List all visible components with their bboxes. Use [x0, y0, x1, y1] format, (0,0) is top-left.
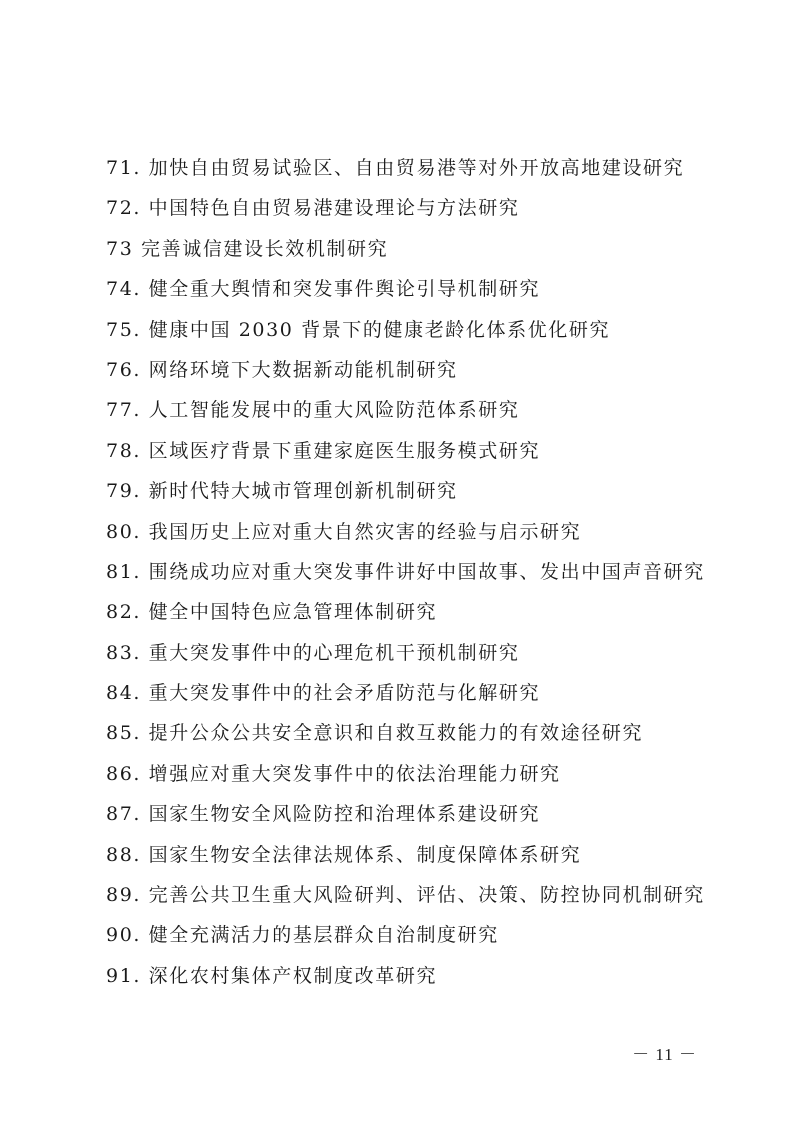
topic-item-74: 74. 健全重大舆情和突发事件舆论引导机制研究: [106, 278, 541, 301]
topic-item-86: 86. 增强应对重大突发事件中的依法治理能力研究: [106, 762, 561, 785]
topic-item-80: 80. 我国历史上应对重大自然灾害的经验与启示研究: [106, 520, 582, 543]
topic-item-73: 73 完善诚信建设长效机制研究: [106, 237, 389, 260]
page-number: － 11 －: [632, 1045, 697, 1064]
topic-item-91: 91. 深化农村集体产权制度改革研究: [106, 964, 438, 987]
topic-item-89: 89. 完善公共卫生重大风险研判、评估、决策、防控协同机制研究: [106, 884, 705, 907]
topic-item-72: 72. 中国特色自由贸易港建设理论与方法研究: [106, 197, 520, 220]
topic-item-79: 79. 新时代特大城市管理创新机制研究: [106, 480, 458, 503]
topic-item-87: 87. 国家生物安全风险防控和治理体系建设研究: [106, 803, 541, 826]
topic-item-85: 85. 提升公众公共安全意识和自救互救能力的有效途径研究: [106, 722, 644, 745]
topic-item-90: 90. 健全充满活力的基层群众自治制度研究: [106, 924, 499, 947]
topic-item-88: 88. 国家生物安全法律法规体系、制度保障体系研究: [106, 843, 582, 866]
topic-item-71: 71. 加快自由贸易试验区、自由贸易港等对外开放高地建设研究: [106, 157, 685, 179]
topic-item-82: 82. 健全中国特色应急管理体制研究: [106, 601, 438, 624]
topic-item-77: 77. 人工智能发展中的重大风险防范体系研究: [106, 399, 520, 422]
topic-item-78: 78. 区域医疗背景下重建家庭医生服务模式研究: [106, 439, 541, 462]
topic-item-81: 81. 围绕成功应对重大突发事件讲好中国故事、发出中国声音研究: [106, 560, 705, 583]
research-topic-list: [106, 148, 746, 996]
topic-item-84: 84. 重大突发事件中的社会矛盾防范与化解研究: [106, 682, 541, 705]
topic-item-76: 76. 网络环境下大数据新动能机制研究: [106, 358, 458, 381]
topic-item-75: 75. 健康中国 2030 背景下的健康老龄化体系优化研究: [106, 318, 611, 341]
topic-item-83: 83. 重大突发事件中的心理危机干预机制研究: [106, 641, 520, 664]
